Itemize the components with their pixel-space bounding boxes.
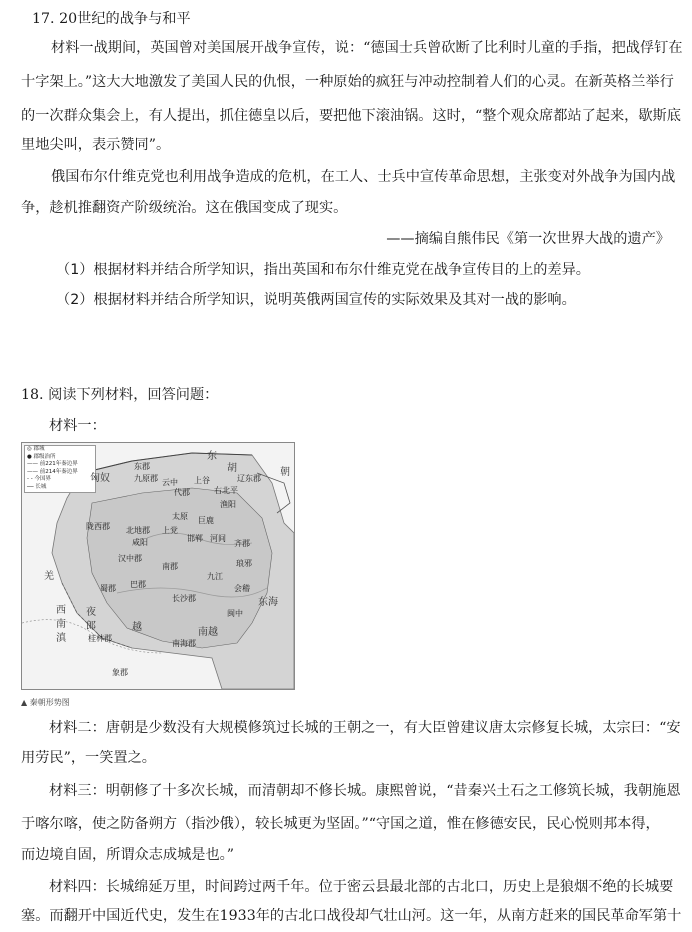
q18-material2-line2: 用劳民”，一笑置之。	[21, 750, 156, 766]
q17-material1-line1: 材料一战期间，英国曾对美国展开战争宣传，说：“德国士兵曾砍断了比利时儿童的手指，把战俘钉在	[51, 40, 683, 56]
q17-subquestion-2: （2）根据材料并结合所学知识，说明英俄两国宣传的实际效果及其对一战的影响。	[56, 292, 576, 308]
map-label: 滇	[56, 633, 66, 644]
map-legend-item: —— 前214年秦边界	[27, 468, 78, 475]
map-label: 辽东郡	[237, 474, 261, 483]
map-label: 九江	[207, 572, 223, 581]
map-label: 桂林郡	[88, 634, 112, 643]
q18-material2-line1: 材料二：唐朝是少数没有大规模修筑过长城的王朝之一，有大臣曾建议唐太宗修复长城，太宗曰：“安	[49, 720, 681, 736]
q17-material2-line1: 俄国布尔什维克党也利用战争造成的危机，在工人、士兵中宣传革命思想，主张变对外战争为国内战	[51, 169, 676, 185]
map-label: 咸阳	[132, 538, 148, 547]
map-label: 闽中	[227, 609, 243, 618]
map-label: 东海	[258, 597, 278, 608]
map-label: 西	[56, 605, 66, 616]
map-label: 南	[56, 619, 66, 630]
map-label: 云中	[162, 478, 178, 487]
map-legend-item: —— 前221年秦边界	[27, 461, 78, 467]
q18-material4-line2: 塞。而翻开中国近代史，发生在1933年的古北口战役却气壮山河。这一年，从南方赶来的国民革命军第十	[21, 908, 682, 924]
q17-subquestion-1: （1）根据材料并结合所学知识，指出英国和布尔什维克党在战争宣传目的上的差异。	[56, 262, 590, 278]
map-legend	[24, 445, 96, 493]
map-label: 北地郡	[126, 526, 150, 535]
map-label: 蜀郡	[100, 584, 116, 593]
map-label: 陇西郡	[86, 522, 110, 531]
map-label: 代郡	[174, 488, 190, 497]
map-label: 朝	[280, 467, 290, 478]
q18-material4-line1: 材料四：长城绵延万里，时间跨过两千年。位于密云县最北部的古北口，历史上是狼烟不绝的长城要	[49, 879, 674, 895]
map-label: 上党	[162, 526, 178, 535]
q17-source: ——摘编自熊伟民《第一次世界大战的遗产》	[386, 231, 670, 247]
map-label: 琅邪	[236, 559, 252, 568]
q17-material1-line3: 的一次群众集会上，有人提出，抓住德皇以后，要把他下滚油锅。这时，“整个观众席都站了起来，歇斯底	[21, 108, 681, 124]
q18-material3-line3: 而边境自固，所谓众志成城是也。”	[21, 847, 234, 863]
map-label: 南郡	[162, 562, 178, 571]
map-label: 胡	[227, 463, 237, 474]
map-label: 羌	[44, 571, 54, 582]
map-label: 巴郡	[130, 580, 146, 589]
map-legend-item: - - 今国界	[27, 476, 51, 482]
q17-heading: 17. 20世纪的战争与和平	[32, 11, 191, 27]
map-label: 东郡	[134, 462, 150, 471]
map-legend-item: ── 长城	[27, 483, 47, 490]
map-label: 上谷	[194, 476, 210, 485]
map-label: 夜	[86, 607, 96, 618]
q17-material1-line4: 里地尖叫，表示赞同”。	[21, 137, 171, 153]
map-label: 匈奴	[90, 473, 110, 484]
map-label: 渔阳	[220, 500, 236, 509]
q17-material2-line2: 争，趁机推翻资产阶级统治。这在俄国变成了现实。	[21, 200, 348, 216]
map-label: 郎	[86, 621, 96, 632]
map-label: 邯郸	[187, 534, 203, 543]
map-label: 河间	[210, 534, 226, 543]
map-label: 巨鹿	[198, 516, 214, 525]
map-label: 南海郡	[172, 639, 196, 648]
map-caption: ▲ 秦朝形势图	[21, 698, 70, 707]
map-label: 南越	[198, 627, 218, 638]
qin-dynasty-map	[21, 442, 295, 690]
map-label: 会稽	[234, 584, 250, 593]
map-label: 太原	[172, 512, 188, 521]
map-legend-item: ◎ 郡城	[27, 446, 45, 452]
q18-heading: 18. 阅读下列材料，回答问题：	[21, 387, 219, 403]
map-label: 右北平	[214, 486, 238, 495]
q18-material3-line1: 材料三：明朝修了十多次长城，而清朝却不修长城。康熙曾说，“昔秦兴土石之工修筑长城，我朝施恩	[49, 783, 681, 799]
map-label: 东	[207, 451, 217, 462]
map-label: 象郡	[112, 668, 128, 677]
q18-material1-label: 材料一：	[49, 418, 106, 434]
map-label: 九原郡	[134, 474, 158, 483]
map-label: 长沙郡	[172, 594, 196, 603]
map-label: 汉中郡	[118, 554, 142, 563]
map-label: 越	[132, 622, 142, 633]
map-label: 齐郡	[234, 539, 250, 548]
q18-material3-line2: 于喀尔喀，使之防备朔方（指沙俄），较长城更为坚固。”“守国之道，惟在修德安民，民心悦则邦本得，	[21, 816, 660, 832]
q17-material1-line2: 十字架上。”这大大地激发了美国人民的仇恨，一种原始的疯狂与冲动控制着人们的心灵。在新英格兰举行	[21, 74, 674, 90]
map-legend-item: ● 郡级治所	[27, 453, 56, 460]
